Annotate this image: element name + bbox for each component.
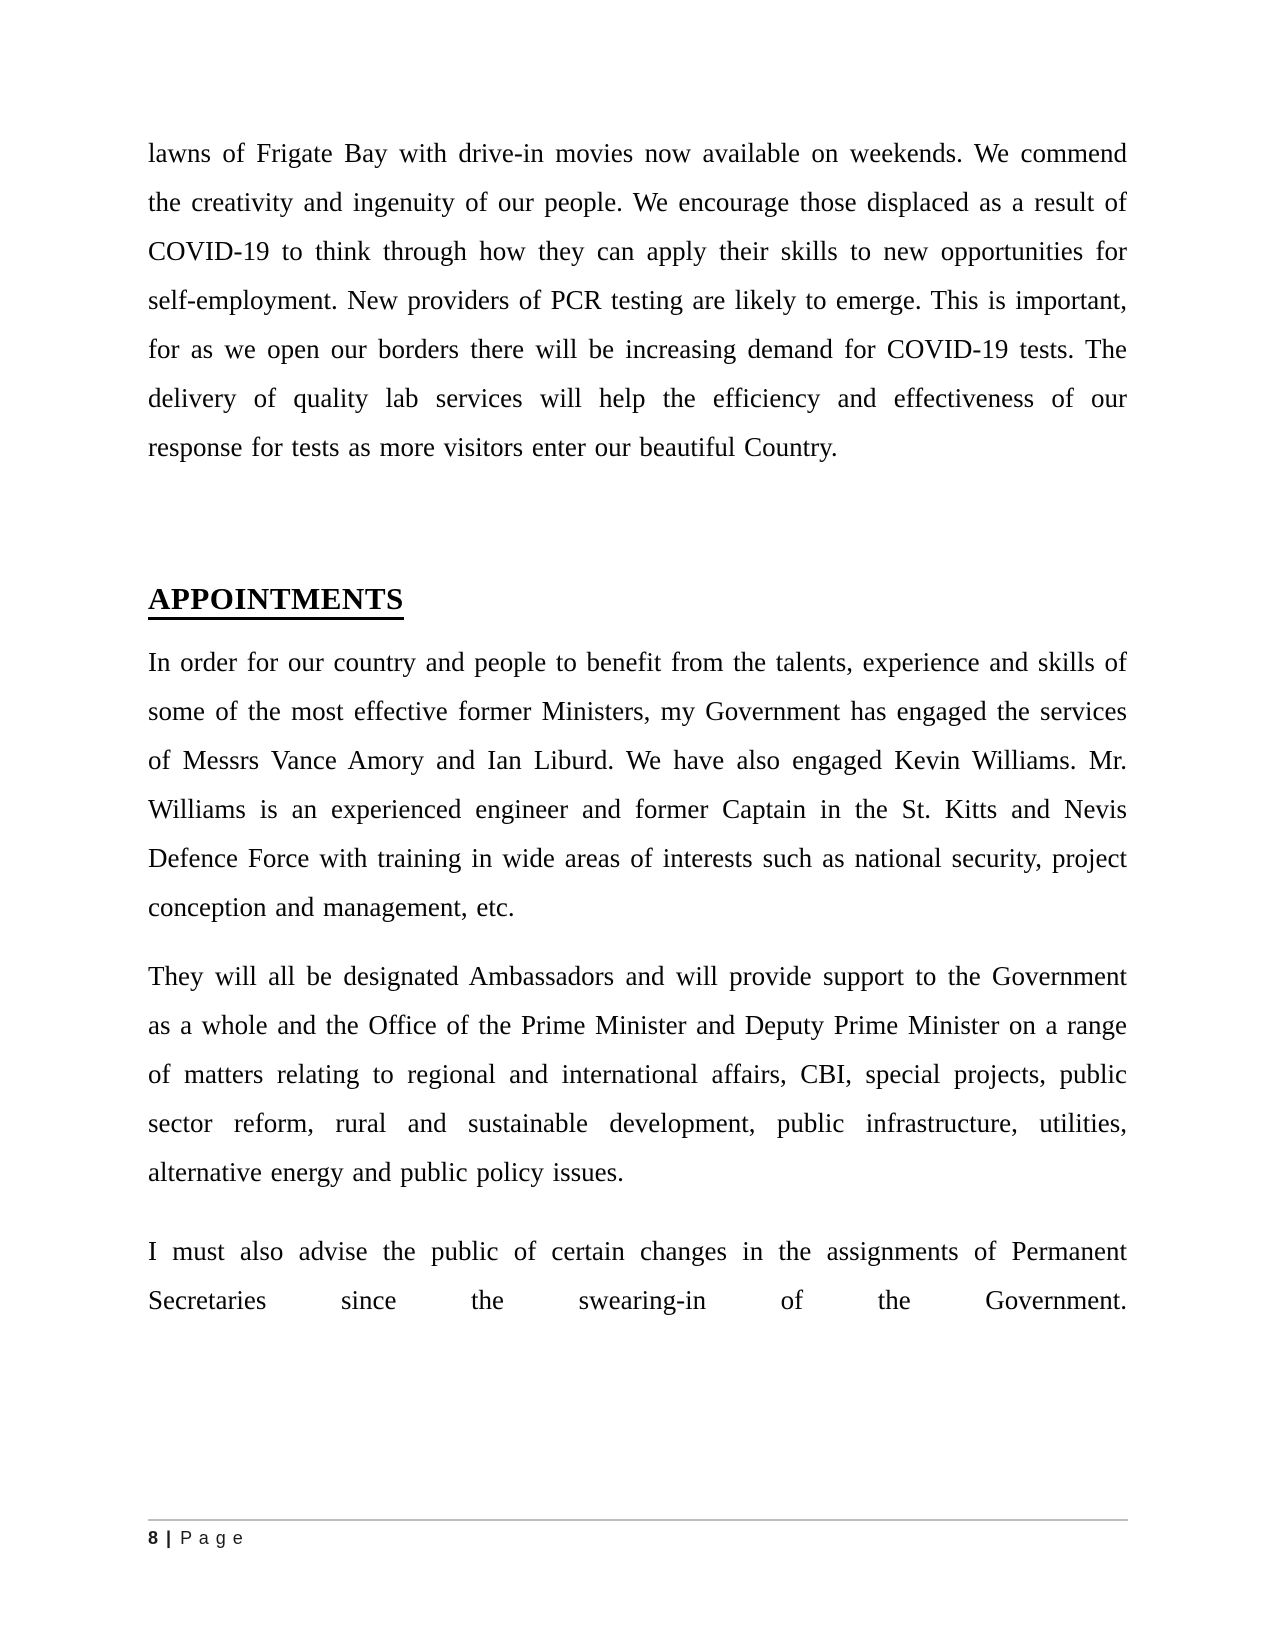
page-number-label bbox=[148, 1528, 1128, 1549]
intro-paragraph: lawns of Frigate Bay with drive-in movies now available on weekends. We commend the creativity and ingenuity of our people. We encourage those displaced as a result of COVID-19 to think through how they can apply their skills to new opportunities for self-employment. New providers of PCR testing are likely to emerge. This is important, for as we open our borders there will be increasing demand for COVID-19 tests. The delivery of quality lab services will help the efficiency and effectiveness of our response for tests as more visitors enter our beautiful Country. bbox=[148, 138, 1127, 462]
page-number: 8 bbox=[148, 1528, 160, 1548]
page-footer bbox=[148, 1519, 1128, 1549]
paragraph-permanent-secretaries: I must also advise the public of certain changes in the assignments of Permanent Secretaries since the swearing-in of the Government. bbox=[148, 1236, 1127, 1315]
footer-separator: | bbox=[166, 1528, 172, 1548]
paragraph-engagements: In order for our country and people to benefit from the talents, experience and skills of some of the most effective former Ministers, my Government has engaged the services of Messrs Vance Amory and Ian Liburd. We have also engaged Kevin Williams. Mr. Williams is an experienced engineer and former Captain in the St. Kitts and Nevis Defence Force with training in wide areas of interests such as national security, project conception and management, etc. bbox=[148, 647, 1127, 922]
footer-page-word: P a g e bbox=[180, 1528, 244, 1548]
paragraph-ambassador-roles: They will all be designated Ambassadors and will provide support to the Government as a whole and the Office of the Prime Minister and Deputy Prime Minister on a range of matters relating to regional and international affairs, CBI, special projects, public sector reform, rural and sustainable development, public infrastructure, utilities, alternative energy and public policy issues. bbox=[148, 961, 1127, 1187]
document-body bbox=[148, 0, 1127, 1325]
section-heading-text: APPOINTMENTS bbox=[148, 581, 404, 620]
footer-divider-line bbox=[148, 1519, 1128, 1521]
section-heading-appointments bbox=[148, 574, 1127, 624]
